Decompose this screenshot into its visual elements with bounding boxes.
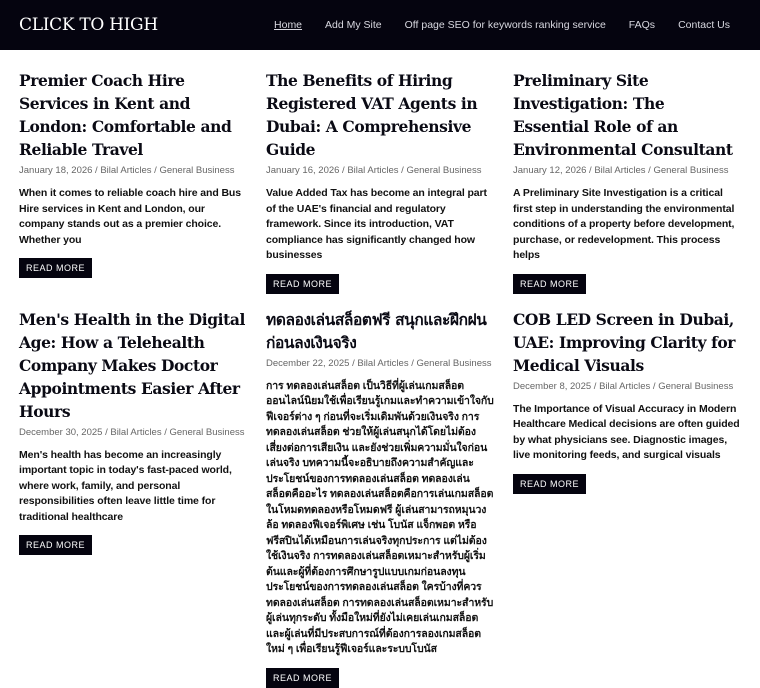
post-meta: January 16, 2026 / Bilal Articles / General Business	[266, 165, 482, 176]
post-grid	[19, 69, 742, 688]
post-card	[266, 69, 495, 294]
read-more-button[interactable]: READ MORE	[513, 474, 586, 494]
post-meta: December 22, 2025 / Bilal Articles / General Business	[266, 357, 492, 369]
post-excerpt: Value Added Tax has become an integral part of the UAE's financial and regulatory framework. Since its introduction, VAT compliance has significantly changed how businesses	[266, 187, 487, 261]
post-excerpt: การ ทดลองเล่นสล็อต เป็นวิธีที่ผู้เล่นเกมสล็อตออนไลน์นิยมใช้เพื่อเรียนรู้เกมและทำความเข้าใจกับฟีเจอร์ต่าง ๆ ก่อนที่จะเริ่มเดิมพันด้วยเงินจริง การทดลองเล่นสล็อต ช่วยให้ผู้เล่นสนุกได้โดยไม่ต้องเสี่ยงต่อการเสียเงิน และยังช่วยเพิ่มความมั่นใจก่อนเล่นจริง บทความนี้จะอธิบายถึงความสำคัญและประโยชน์ของการทดลองเล่นสล็อต ทดลองเล่นสล็อตคืออะไร ทดลองเล่นสล็อตคือการเล่นเกมสล็อตในโหมดทดลองหรือโหมดฟรี ผู้เล่นสามารถหมุนวงล้อ ทดลองฟีเจอร์พิเศษ เช่น โบนัส แจ็กพอต หรือฟรีสปินได้เหมือนการเล่นจริงทุกประการ แต่ไม่ต้องใช้เงินจริง การทดลองเล่นสล็อตเหมาะสำหรับผู้เริ่มต้นและผู้ที่ต้องการศึกษารูปแบบเกมก่อนลงทุน ประโยชน์ของการทดลองเล่นสล็อต ใครบ้างที่ควรทดลองเล่นสล็อต การทดลองเล่นสล็อตเหมาะสำหรับผู้เล่นทุกระดับ ทั้งมือใหม่ที่ยังไม่เคยเล่นเกมสล็อต และผู้เล่นที่มีประสบการณ์ที่ต้องการลองเกมสล็อตใหม่ ๆ เพื่อเรียนรู้ฟีเจอร์และระบบโบนัส	[266, 379, 494, 655]
post-excerpt: The Importance of Visual Accuracy in Modern Healthcare Medical decisions are often guided by what physicians see. Diagnostic images, live monitoring feeds, and surgical visuals	[513, 402, 740, 461]
post-meta: December 8, 2025 / Bilal Articles / General Business	[513, 380, 734, 392]
site-logo[interactable]: CLICK TO HIGH	[19, 15, 158, 35]
read-more-button[interactable]: READ MORE	[513, 274, 586, 294]
nav-add-my-site[interactable]: Add My Site	[325, 19, 382, 31]
post-card	[513, 69, 742, 294]
post-title[interactable]: Preliminary Site Investigation: The Essential Role of an Environmental Consultant	[513, 71, 733, 159]
post-title[interactable]: Men's Health in the Digital Age: How a Telehealth Company Makes Doctor Appointments Easier After Hours	[19, 309, 246, 421]
post-excerpt: A Preliminary Site Investigation is a critical first step in understanding the environmental conditions of a property before development, purchase, or redevelopment. This process helps	[513, 187, 735, 261]
post-title[interactable]: COB LED Screen in Dubai, UAE: Improving Clarity for Medical Visuals	[513, 309, 736, 375]
post-excerpt: When it comes to reliable coach hire and Bus Hire services in Kent and London, our company stands out as a premier choice. Whether you	[19, 187, 241, 246]
post-meta: January 18, 2026 / Bilal Articles / General Business	[19, 165, 235, 176]
post-title[interactable]: The Benefits of Hiring Registered VAT Agents in Dubai: A Comprehensive Guide	[266, 71, 478, 159]
post-card	[266, 308, 495, 688]
post-title[interactable]: ทดลองเล่นสล็อตฟรี สนุกและฝึกฝนก่อนลงเงินจริง	[266, 309, 487, 352]
post-title[interactable]: Premier Coach Hire Services in Kent and London: Comfortable and Reliable Travel	[19, 71, 232, 159]
post-excerpt: Men's health has become an increasingly important topic in today's fast-paced world, where work, family, and personal responsibilities often leave little time for traditional healthcare	[19, 448, 232, 523]
read-more-button[interactable]: READ MORE	[19, 535, 92, 555]
post-card	[513, 308, 742, 688]
post-card	[19, 69, 248, 294]
site-header	[0, 0, 760, 50]
post-meta: January 12, 2026 / Bilal Articles / General Business	[513, 165, 729, 176]
post-card	[19, 308, 248, 688]
read-more-button[interactable]: READ MORE	[266, 668, 339, 688]
post-meta: December 30, 2025 / Bilal Articles / General Business	[19, 426, 245, 438]
nav-off-page-seo[interactable]: Off page SEO for keywords ranking service	[404, 19, 606, 31]
nav-contact-us[interactable]: Contact Us	[678, 19, 730, 31]
read-more-button[interactable]: READ MORE	[266, 274, 339, 294]
read-more-button[interactable]: READ MORE	[19, 258, 92, 278]
nav-faqs[interactable]: FAQs	[628, 19, 656, 31]
main-nav	[274, 19, 730, 31]
nav-home[interactable]: Home	[274, 19, 303, 31]
